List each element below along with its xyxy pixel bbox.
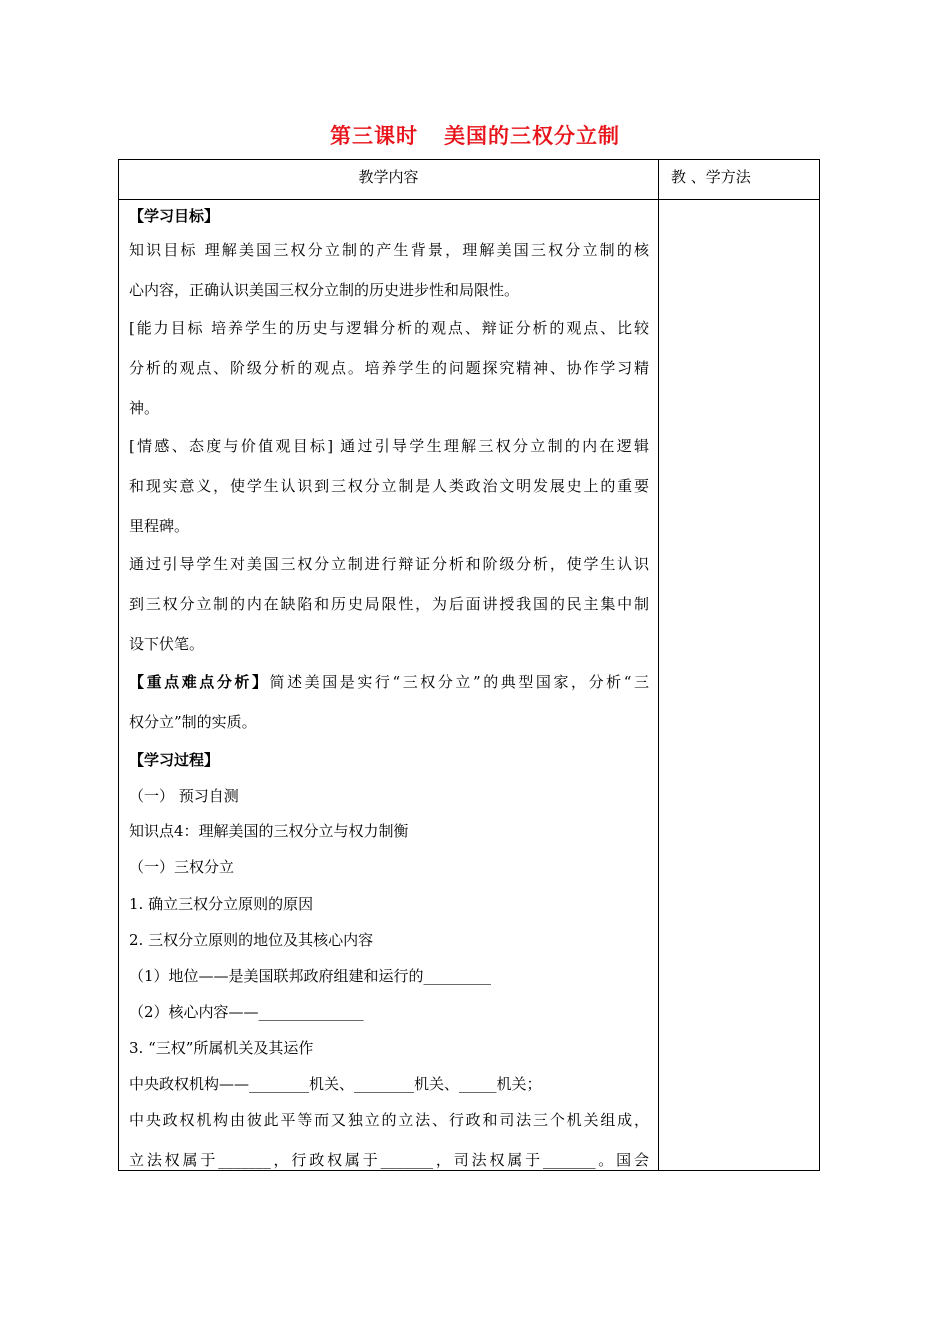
content-line: 和现实意义，使学生认识到三权分立制是人类政治文明发展史上的重要 [129, 477, 649, 495]
content-line: 到三权分立制的内在缺陷和历史局限性，为后面讲授我国的民主集中制 [129, 595, 649, 613]
header-teaching-method: 教 、学方法 [671, 168, 751, 186]
content-line: 知识点4：理解美国的三权分立与权力制衡 [129, 822, 409, 840]
content-line: 知识目标 理解美国三权分立制的产生背景，理解美国三权分立制的核 [129, 241, 649, 259]
content-line: 2. 三权分立原则的地位及其核心内容 [129, 931, 374, 949]
content-line: （2）核心内容——______________ [129, 1003, 364, 1021]
content-line [129, 671, 649, 692]
content-line: 心内容，正确认识美国三权分立制的历史进步性和局限性。 [129, 281, 520, 299]
content-line: 神。 [129, 399, 160, 417]
bold-heading: 【重点难点分析】 [129, 673, 270, 691]
content-line: 立法权属于_______，行政权属于_______，司法权属于_______。国会 [129, 1151, 649, 1169]
header-divider [119, 199, 819, 200]
content-line: （一） 预习自测 [129, 787, 239, 805]
column-divider [658, 160, 659, 1170]
content-line: 设下伏笔。 [129, 635, 205, 653]
content-line: （一）三权分立 [129, 858, 235, 876]
content-line: 【学习目标】 [129, 207, 220, 225]
content-line: 分析的观点、阶级分析的观点。培养学生的问题探究精神、协作学习精 [129, 359, 649, 377]
content-line: 里程碑。 [129, 517, 190, 535]
content-line: [情感、态度与价值观目标] 通过引导学生理解三权分立制的内在逻辑 [129, 437, 649, 455]
content-line: 权分立”制的实质。 [129, 713, 257, 731]
content-line: 中央政权机构——________机关、________机关、_____机关； [129, 1075, 542, 1093]
content-line: （1）地位——是美国联邦政府组建和运行的_________ [129, 967, 492, 985]
content-line: [能力目标 培养学生的历史与逻辑分析的观点、辩证分析的观点、比较 [129, 319, 649, 337]
content-line: 3. “三权”所属机关及其运作 [129, 1039, 314, 1057]
content-line: 中央政权机构由彼此平等而又独立的立法、行政和司法三个机关组成， [129, 1111, 649, 1129]
content-line: 【学习过程】 [129, 751, 220, 769]
header-teaching-content: 教学内容 [358, 168, 419, 186]
page-title [0, 120, 950, 150]
content-line: 1. 确立三权分立原则的原因 [129, 895, 314, 913]
title-part2: 美国的三权分立制 [444, 124, 620, 148]
line-text: 简述美国是实行“三权分立”的典型国家，分析“三 [269, 673, 649, 691]
content-line: 通过引导学生对美国三权分立制进行辩证分析和阶级分析，使学生认识 [129, 555, 649, 573]
title-part1: 第三课时 [330, 124, 418, 148]
